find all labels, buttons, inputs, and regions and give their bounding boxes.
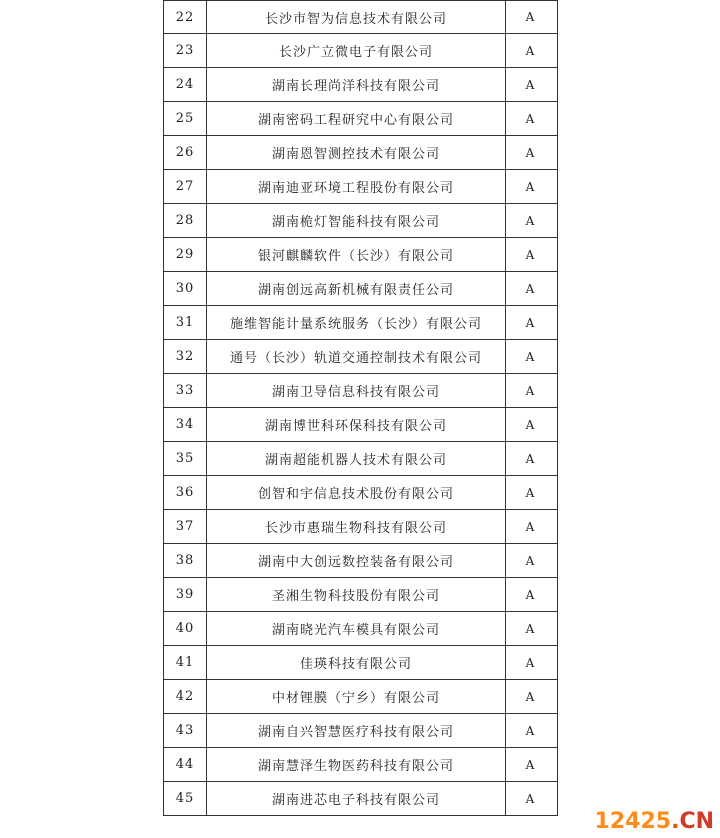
row-number-cell: 43 [164,714,207,747]
company-name-cell: 长沙市惠瑞生物科技有限公司 [207,510,506,543]
grade-cell: A [525,723,536,738]
grade-cell: A [525,10,536,24]
company-name-cell: 通号（长沙）轨道交通控制技术有限公司 [207,340,506,373]
grade-cell: A [525,553,536,568]
company-name-cell: 圣湘生物科技股份有限公司 [207,578,506,611]
row-number-cell: 24 [164,68,207,101]
grade-cell: A [525,451,536,466]
grade-cell: A [525,519,536,534]
table-row [164,510,557,544]
grade-cell: A [525,621,536,636]
watermark-dot: . [671,809,680,834]
table-row [164,748,557,782]
grade-cell: A [525,757,536,772]
company-name-cell: 湖南长理尚洋科技有限公司 [207,68,506,101]
company-name-cell: 湖南桅灯智能科技有限公司 [207,204,506,237]
table-row [164,782,557,816]
grade-cell: A [525,655,536,670]
row-number-cell: 32 [164,340,207,373]
row-number-cell: 30 [164,272,207,305]
company-name-cell: 银河麒麟软件（长沙）有限公司 [207,238,506,271]
row-number-cell: 26 [164,136,207,169]
company-name-cell: 湖南慧泽生物医药科技有限公司 [207,748,506,781]
row-number-cell: 28 [164,204,207,237]
company-name-cell: 中材锂膜（宁乡）有限公司 [207,680,506,713]
grade-cell: A [525,145,536,160]
table-row [164,136,557,170]
row-number-cell: 27 [164,170,207,203]
grade-cell: A [525,485,536,500]
company-name-cell: 湖南卫导信息科技有限公司 [207,374,506,407]
row-number-cell: 44 [164,748,207,781]
company-name-cell: 湖南进芯电子科技有限公司 [207,782,506,815]
company-name-cell: 施维智能计量系统服务（长沙）有限公司 [207,306,506,339]
row-number-cell: 38 [164,544,207,577]
table-row [164,170,557,204]
row-number-cell: 22 [164,1,207,33]
row-number-cell: 29 [164,238,207,271]
table-row [164,238,557,272]
grade-cell: A [525,349,536,364]
table-row [164,408,557,442]
company-table [163,0,558,816]
company-name-cell: 湖南密码工程研究中心有限公司 [207,102,506,135]
grade-cell: A [525,791,536,806]
site-watermark-logo [595,809,714,834]
grade-cell: A [525,689,536,704]
company-name-cell: 长沙广立微电子有限公司 [207,34,506,67]
row-number-cell: 41 [164,646,207,679]
grade-cell: A [525,43,536,58]
table-row [164,68,557,102]
watermark-number: 12425 [594,809,672,834]
table-row [164,442,557,476]
table-row [164,102,557,136]
grade-cell: A [525,281,536,296]
company-name-cell: 湖南迪亚环境工程股份有限公司 [207,170,506,203]
company-name-cell: 湖南博世科环保科技有限公司 [207,408,506,441]
row-number-cell: 40 [164,612,207,645]
table-row [164,0,557,34]
table-row [164,306,557,340]
row-number-cell: 42 [164,680,207,713]
table-row [164,34,557,68]
row-number-cell: 23 [164,34,207,67]
table-row [164,544,557,578]
company-name-cell: 湖南超能机器人技术有限公司 [207,442,506,475]
grade-cell: A [525,213,536,228]
table-row [164,374,557,408]
company-name-cell: 长沙市智为信息技术有限公司 [207,1,506,33]
grade-cell: A [525,417,536,432]
row-number-cell: 36 [164,476,207,509]
row-number-cell: 33 [164,374,207,407]
grade-cell: A [525,315,536,330]
row-number-cell: 39 [164,578,207,611]
grade-cell: A [525,247,536,262]
company-name-cell: 湖南恩智测控技术有限公司 [207,136,506,169]
row-number-cell: 34 [164,408,207,441]
grade-cell: A [525,179,536,194]
company-name-cell: 湖南创远高新机械有限责任公司 [207,272,506,305]
company-name-cell: 湖南晓光汽车模具有限公司 [207,612,506,645]
row-number-cell: 45 [164,782,207,815]
grade-cell: A [525,77,536,92]
company-name-cell: 湖南中大创远数控装备有限公司 [207,544,506,577]
grade-cell: A [525,383,536,398]
watermark-suffix: CN [679,809,714,834]
table-row [164,680,557,714]
company-name-cell: 湖南自兴智慧医疗科技有限公司 [207,714,506,747]
company-name-cell: 佳瑛科技有限公司 [207,646,506,679]
row-number-cell: 25 [164,102,207,135]
grade-cell: A [525,587,536,602]
table-row [164,476,557,510]
row-number-cell: 35 [164,442,207,475]
table-row [164,646,557,680]
row-number-cell: 31 [164,306,207,339]
table-row [164,340,557,374]
row-number-cell: 37 [164,510,207,543]
table-row [164,272,557,306]
table-row [164,204,557,238]
company-name-cell: 创智和宇信息技术股份有限公司 [207,476,506,509]
table-row [164,612,557,646]
grade-cell: A [525,111,536,126]
table-row [164,578,557,612]
table-row [164,714,557,748]
